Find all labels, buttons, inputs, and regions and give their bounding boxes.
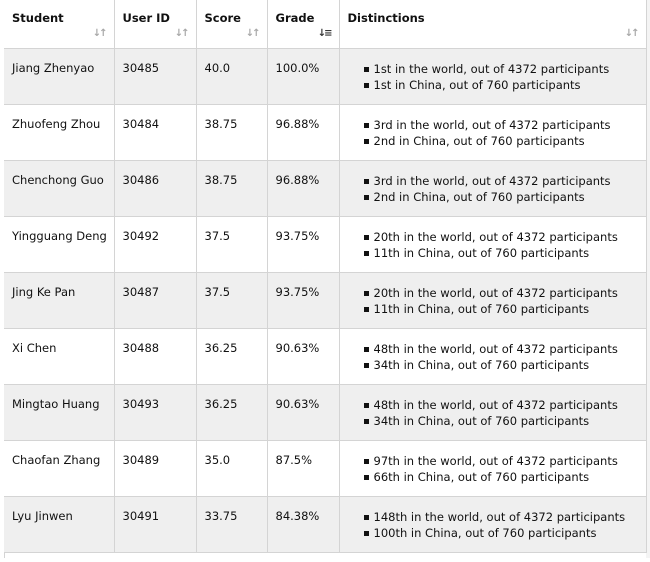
- column-header-label: Score: [204, 11, 241, 25]
- grade-cell: 93.75%: [267, 216, 339, 272]
- student-cell: Mingtao Huang: [4, 384, 114, 440]
- distinction-item: 48th in the world, out of 4372 participants: [374, 341, 646, 357]
- distinctions-cell: [339, 48, 646, 104]
- score-cell: 36.25: [196, 384, 267, 440]
- distinction-item: 2nd in China, out of 760 participants: [374, 133, 646, 149]
- distinctions-cell: [339, 384, 646, 440]
- distinction-item: 1st in the world, out of 4372 participants: [374, 61, 646, 77]
- student-cell: Chenchong Guo: [4, 160, 114, 216]
- score-cell: 38.75: [196, 160, 267, 216]
- distinctions-cell: [339, 160, 646, 216]
- student-cell: Jiang Zhenyao: [4, 48, 114, 104]
- student-cell: Yingguang Deng: [4, 216, 114, 272]
- distinction-item: 34th in China, out of 760 participants: [374, 357, 646, 373]
- table-row: [4, 160, 646, 216]
- grade-cell: 84.38%: [267, 496, 339, 552]
- score-cell: 38.75: [196, 104, 267, 160]
- student-cell: Zhuofeng Zhou: [4, 104, 114, 160]
- distinction-item: 1st in China, out of 760 participants: [374, 77, 646, 93]
- scroll-edge: [646, 0, 650, 558]
- column-header-grade[interactable]: [267, 0, 339, 48]
- table-row: [4, 272, 646, 328]
- table-row: [4, 384, 646, 440]
- score-cell: 37.5: [196, 216, 267, 272]
- grade-cell: 90.63%: [267, 328, 339, 384]
- grade-cell: 96.88%: [267, 104, 339, 160]
- table-row: [4, 216, 646, 272]
- distinctions-list: [348, 285, 646, 317]
- distinctions-list: [348, 117, 646, 149]
- user-id-cell: 30488: [114, 328, 196, 384]
- distinction-item: 100th in China, out of 760 participants: [374, 525, 646, 541]
- score-cell: 37.5: [196, 272, 267, 328]
- distinction-item: 66th in China, out of 760 participants: [374, 469, 646, 485]
- distinctions-cell: [339, 496, 646, 552]
- distinction-item: 3rd in the world, out of 4372 participants: [374, 117, 646, 133]
- student-cell: Chaofan Zhang: [4, 440, 114, 496]
- distinction-item: 48th in the world, out of 4372 participants: [374, 397, 646, 413]
- grade-cell: 96.88%: [267, 160, 339, 216]
- distinctions-list: [348, 453, 646, 485]
- distinctions-cell: [339, 104, 646, 160]
- distinction-item: 97th in the world, out of 4372 participants: [374, 453, 646, 469]
- score-cell: 36.25: [196, 328, 267, 384]
- distinctions-list: [348, 61, 646, 93]
- student-cell: Lyu Jinwen: [4, 496, 114, 552]
- table-row: [4, 440, 646, 496]
- distinction-item: 11th in China, out of 760 participants: [374, 301, 646, 317]
- distinctions-list: [348, 397, 646, 429]
- score-cell: 33.75: [196, 496, 267, 552]
- distinctions-cell: [339, 216, 646, 272]
- column-header-distinctions[interactable]: [339, 0, 646, 48]
- column-header-label: Distinctions: [347, 11, 425, 25]
- sort-arrows-icon[interactable]: ↓↑: [174, 28, 188, 39]
- user-id-cell: 30493: [114, 384, 196, 440]
- column-header-student[interactable]: [4, 0, 114, 48]
- distinctions-cell: [339, 272, 646, 328]
- user-id-cell: 30486: [114, 160, 196, 216]
- distinction-item: 20th in the world, out of 4372 participants: [374, 229, 646, 245]
- sort-arrows-icon[interactable]: ↓↑: [92, 28, 106, 39]
- distinction-item: 34th in China, out of 760 participants: [374, 413, 646, 429]
- user-id-cell: 30484: [114, 104, 196, 160]
- distinction-item: 11th in China, out of 760 participants: [374, 245, 646, 261]
- table-row: [4, 496, 646, 552]
- distinctions-list: [348, 229, 646, 261]
- distinctions-list: [348, 173, 646, 205]
- column-header-user-id[interactable]: [114, 0, 196, 48]
- distinction-item: 148th in the world, out of 4372 participants: [374, 509, 646, 525]
- results-table: [4, 0, 647, 553]
- user-id-cell: 30492: [114, 216, 196, 272]
- table-row: [4, 104, 646, 160]
- user-id-cell: 30489: [114, 440, 196, 496]
- distinctions-cell: [339, 440, 646, 496]
- score-cell: 35.0: [196, 440, 267, 496]
- table-row: [4, 328, 646, 384]
- distinctions-cell: [339, 328, 646, 384]
- grade-cell: 100.0%: [267, 48, 339, 104]
- student-cell: Xi Chen: [4, 328, 114, 384]
- user-id-cell: 30485: [114, 48, 196, 104]
- distinction-item: 3rd in the world, out of 4372 participants: [374, 173, 646, 189]
- column-header-label: Student: [12, 11, 64, 25]
- distinction-item: 2nd in China, out of 760 participants: [374, 189, 646, 205]
- distinctions-list: [348, 509, 646, 541]
- column-header-label: User ID: [122, 11, 170, 25]
- header-row: [4, 0, 646, 48]
- column-header-label: Grade: [275, 11, 315, 25]
- sort-arrows-icon[interactable]: ↓↑: [245, 28, 259, 39]
- table-row: [4, 48, 646, 104]
- score-cell: 40.0: [196, 48, 267, 104]
- grade-cell: 93.75%: [267, 272, 339, 328]
- grade-cell: 87.5%: [267, 440, 339, 496]
- user-id-cell: 30487: [114, 272, 196, 328]
- user-id-cell: 30491: [114, 496, 196, 552]
- student-cell: Jing Ke Pan: [4, 272, 114, 328]
- sort-arrows-icon[interactable]: ↓↑: [624, 28, 638, 39]
- distinction-item: 20th in the world, out of 4372 participants: [374, 285, 646, 301]
- column-header-score[interactable]: [196, 0, 267, 48]
- sort-descending-icon[interactable]: ↓≡: [317, 28, 331, 39]
- distinctions-list: [348, 341, 646, 373]
- grade-cell: 90.63%: [267, 384, 339, 440]
